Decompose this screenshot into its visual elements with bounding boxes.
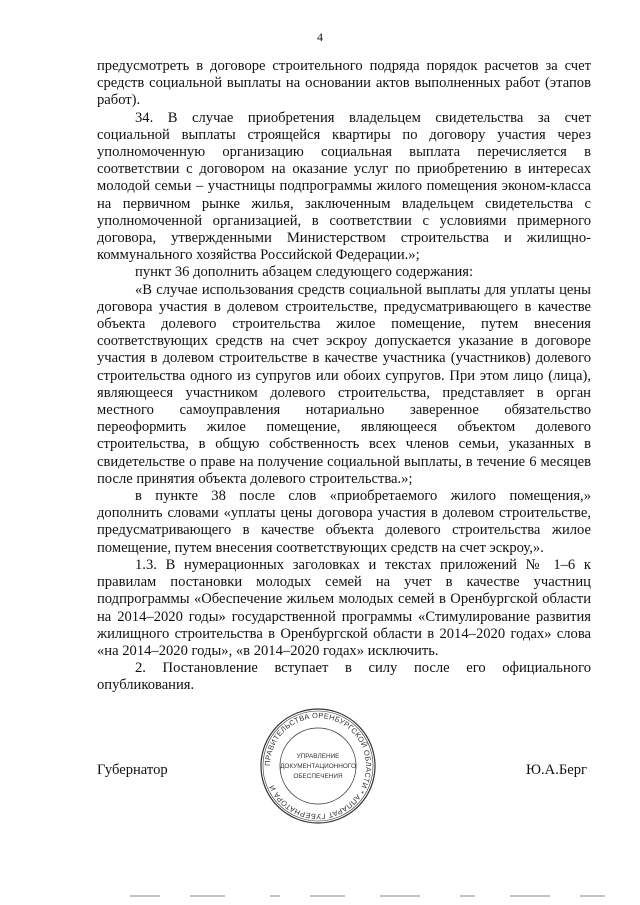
scan-edge-marks [130, 893, 610, 899]
seal-line-2: ДОКУМЕНТАЦИОННОГО [280, 763, 356, 770]
paragraph-item-1-3: 1.3. В нумерационных заголовках и текстах приложений № 1–6 к правилам постановки молодых семей на учет в качестве участниц подпрограммы «Обеспечение жильем молодых семей в Оренбургской области на 2014–2020 годы» государственной программы «Стимулирование развития жилищного строительства в Оренбургской области в 2014–2020 годах» слова «на 2014–2020 годы», «в 2014–2020 годах» исключить. [97, 556, 591, 659]
seal-line-3: ОБЕСПЕЧЕНИЯ [293, 773, 343, 780]
paragraph-amend-36: пункт 36 дополнить абзацем следующего содержания: [135, 264, 474, 281]
official-seal [258, 706, 378, 826]
paragraph-item-2: 2. Постановление вступает в силу после его официального опубликования. [97, 660, 591, 694]
paragraph-quote-36: «В случае использования средств социальной выплаты для уплаты цены договора участия в долевом строительстве, предусматривающего в качестве объекта долевого строительства жилое помещение, путем внесения соответствующих средств на счет эскроу допускается указание в договоре участия в долевом строительстве в качестве участника (участников) долевого строительства одного из супругов или обоих супругов. При этом лицо (лица), являющееся участником долевого строительства, представляет в орган местного самоуправления нотариально заверенное обязательство переоформить жилое помещение, являющееся объектом долевого строительства, в общую собственность всех членов семьи, указанных в свидетельстве о праве на получение социальной выплаты, в течение 6 месяцев после принятия объекта долевого строительства.»; [97, 281, 591, 487]
signature-title: Губернатор [97, 762, 168, 778]
seal-line-1: УПРАВЛЕНИЕ [296, 753, 340, 760]
paragraph-continuation: предусмотреть в договоре строительного подряда порядок расчетов за счет средств социальной выплаты на основании актов выполненных работ (этапов работ). [97, 58, 591, 109]
seal-ring-text: ПРАВИТЕЛЬСТВА ОРЕНБУРГСКОЙ ОБЛАСТИ * АППАРАТ ГУБЕРНАТОРА И [262, 710, 374, 822]
paragraph-amend-38: в пункте 38 после слов «приобретаемого жилого помещения,» дополнить словами «уплаты цены договора участия в долевом строительстве, предусматривающего в качестве объекта долевого строительства жилое помещение, путем внесения соответствующих средств на счет эскроу,». [97, 488, 591, 556]
signature-name: Ю.А.Берг [526, 762, 587, 778]
document-body [97, 58, 591, 695]
paragraph-item-34: 34. В случае приобретения владельцем свидетельства за счет социальной выплаты строящейся квартиры по договору участия через уполномоченную организацию социальная выплата перечисляется в соответствии с договором на оказание услуг по приобретению в интересах молодой семьи – участницы подпрограммы жилого помещения эконом-класса на первичном рынке жилья, заключенным владельцем свидетельства с уполномоченной организацией, в соответствии с условиями примерного договора, утвержденными Министерством строительства и жилищно-коммунального хозяйства Российской Федерации.»; [97, 109, 591, 264]
page-number: 4 [317, 30, 323, 44]
